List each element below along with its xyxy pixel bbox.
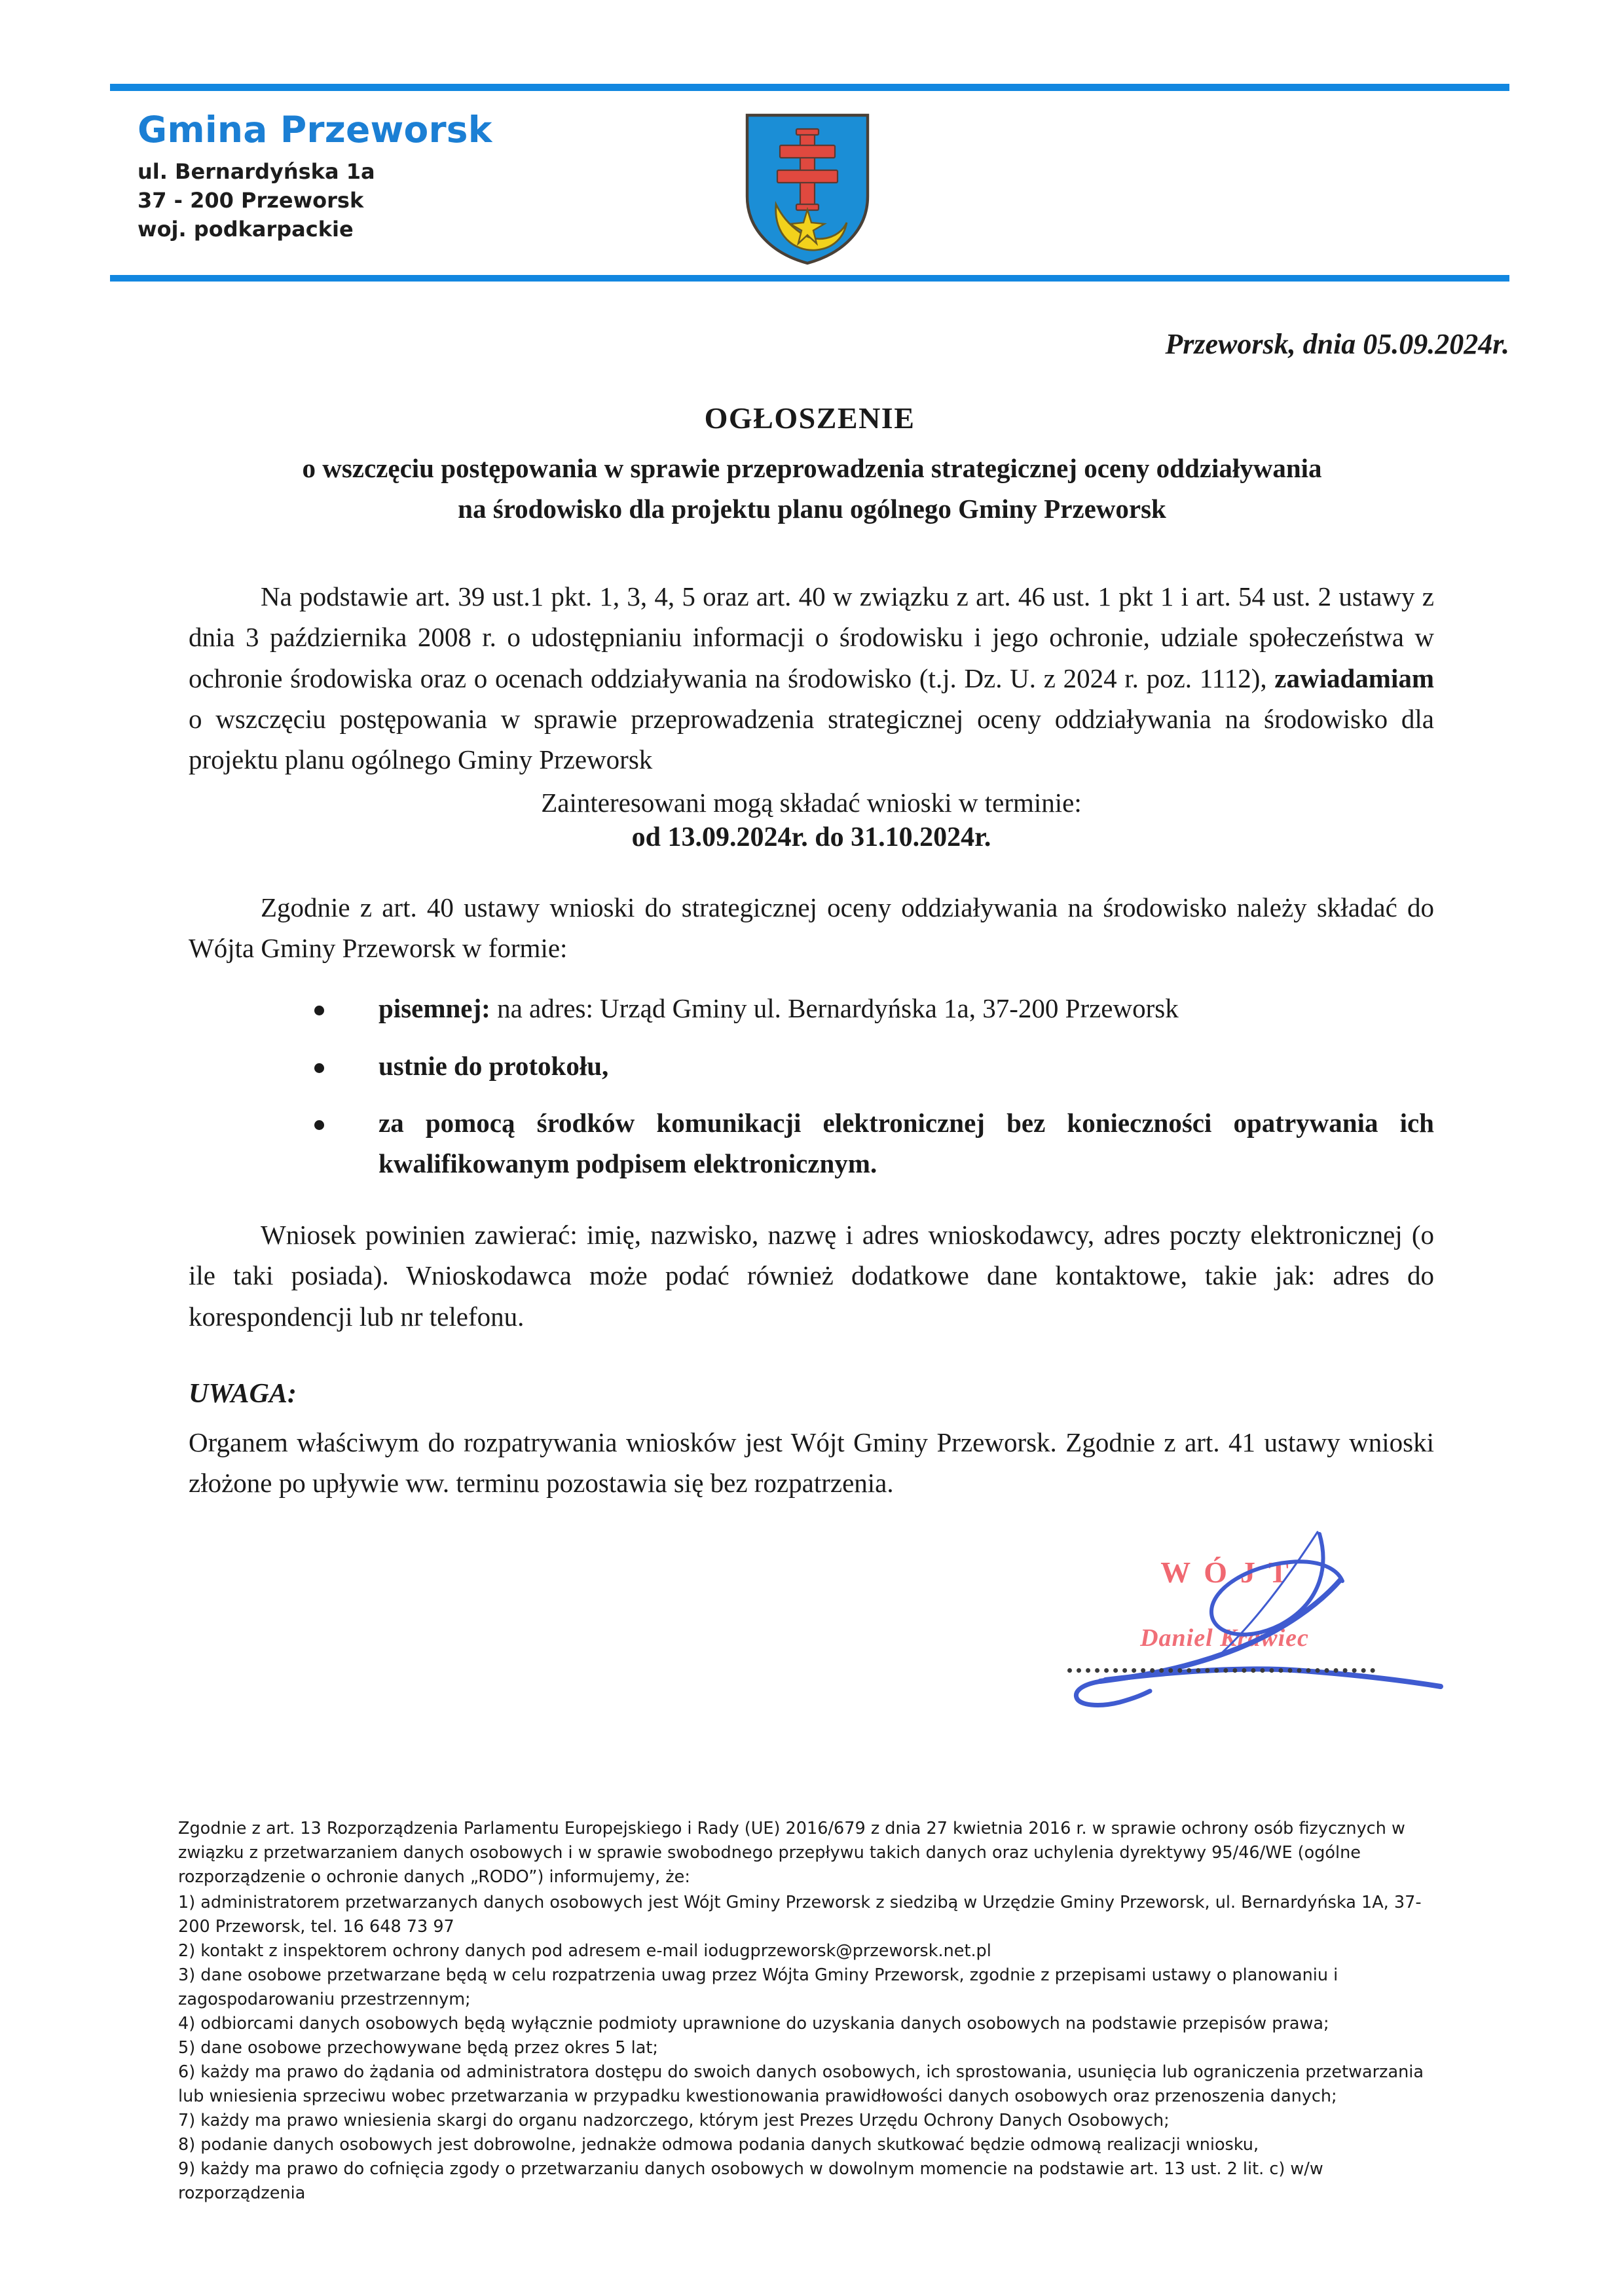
application-contents-paragraph: Wniosek powinien zawierać: imię, nazwisko, nazwę i adres wnioskodawcy, adres poczty elektronicznej (o ile taki posiada). Wnioskodawca może podać również dodatkowe dane kontaktowe, takie jak: adres do korespondencji lub nr telefonu. bbox=[189, 1220, 1434, 1332]
list-item-bold: ustnie do protokołu, bbox=[378, 1050, 609, 1081]
page-title: OGŁOSZENIE bbox=[704, 401, 915, 435]
list-item-rest: na adres: Urząd Gminy ul. Bernardyńska 1a, 37-200 Przeworsk bbox=[490, 993, 1179, 1023]
subtitle-line-1: o wszczęciu postępowania w sprawie przeprowadzenia strategicznej oceny oddziaływania bbox=[302, 453, 1322, 483]
address-line-street: ul. Bernardyńska 1a bbox=[138, 158, 375, 184]
coat-of-arms-icon bbox=[742, 110, 873, 267]
rodo-item: 4) odbiorcami danych osobowych będą wyłącznie podmioty uprawnione do uzyskania danych osobowych na podstawie przepisów prawa; bbox=[178, 2013, 1329, 2033]
stamp-name: Daniel Krawiec bbox=[1140, 1624, 1309, 1652]
subtitle-line-2: na środowisko dla projektu planu ogólnego Gminy Przeworsk bbox=[458, 493, 1166, 524]
list-item bbox=[308, 1046, 1434, 1087]
notice-paragraph: Organem właściwym do rozpatrywania wniosków jest Wójt Gminy Przeworsk. Zgodnie z art. 41 ustawy wnioski złożone po upływie ww. terminu pozostawia się bez rozpatrzenia. bbox=[189, 1427, 1434, 1499]
deadline-dates: od 13.09.2024r. do 31.10.2024r. bbox=[631, 822, 991, 852]
organization-address bbox=[138, 157, 792, 244]
rodo-item: 7) każdy ma prawo wniesienia skargi do organu nadzorczego, którym jest Prezes Urzędu Ochrony Danych Osobowych; bbox=[178, 2110, 1170, 2130]
legal-basis-paragraph bbox=[189, 576, 1434, 780]
list-item-bold: za pomocą środków komunikacji elektronicznej bez konieczności opatrywania ich kwalifikowanym podpisem elektronicznym. bbox=[378, 1108, 1434, 1178]
stamp-title: WÓJT bbox=[1160, 1556, 1302, 1589]
header-rule-top bbox=[110, 84, 1509, 91]
page-subtitle bbox=[196, 448, 1428, 529]
legal-basis-pre: Na podstawie art. 39 ust.1 pkt. 1, 3, 4, 5 oraz art. 40 w związku z art. 46 ust. 1 pkt 1 i art. 54 ust. 2 ustawy z dnia 3 października 2008 r. o udostępnianiu informacji o środowisku i jego ochronie, udziale społeczeństwa w ochronie środowiska oraz o ocenach oddziaływania na środowisko (t.j. Dz. U. z 2024 r. poz. 1112), bbox=[189, 581, 1434, 693]
rodo-item: 6) każdy ma prawo do żądania od administratora dostępu do swoich danych osobowych, ich sprostowania, usunięcia lub ograniczenia przetwarzania lub wniesienia sprzeciwu wobec przetwarzania w przypadku kwestionowania prawidłowości danych osobowych oraz przenoszenia danych; bbox=[178, 2062, 1424, 2106]
rodo-item: 5) dane osobowe przechowywane będą przez okres 5 lat; bbox=[178, 2037, 658, 2058]
list-item-bold: pisemnej: bbox=[378, 993, 490, 1023]
signature-area bbox=[1022, 1506, 1467, 1715]
submission-intro-paragraph: Zgodnie z art. 40 ustawy wnioski do strategicznej oceny oddziaływania na środowisko należy składać do Wójta Gminy Przeworsk w formie: bbox=[189, 892, 1434, 964]
organization-name: Gmina Przeworsk bbox=[138, 109, 492, 151]
address-line-voivodeship: woj. podkarpackie bbox=[138, 217, 354, 242]
header-rule-bottom bbox=[110, 275, 1509, 282]
legal-basis-keyword: zawiadamiam bbox=[1274, 663, 1434, 693]
address-line-city: 37 - 200 Przeworsk bbox=[138, 187, 364, 213]
list-item bbox=[308, 989, 1434, 1029]
rodo-notice bbox=[178, 1817, 1442, 2206]
list-item bbox=[308, 1103, 1434, 1184]
rodo-item: 3) dane osobowe przetwarzane będą w celu rozpatrzenia uwag przez Wójta Gminy Przeworsk, zgodnie z przepisami ustawy o planowaniu i zagospodarowaniu przestrzennym; bbox=[178, 1965, 1338, 2009]
rodo-item: 9) każdy ma prawo do cofnięcia zgody o przetwarzaniu danych osobowych w dowolnym momencie na podstawie art. 13 ust. 2 lit. c) w/w rozporządzenia bbox=[178, 2159, 1323, 2203]
rodo-lead: Zgodnie z art. 13 Rozporządzenia Parlamentu Europejskiego i Rady (UE) 2016/679 z dnia 27 kwietnia 2016 r. w sprawie ochrony osób fizycznych w związku z przetwarzaniem danych osobowych i w sprawie swobodnego przepływu takich danych oraz uchylenia dyrektywy 95/46/WE (ogólne rozporządzenie o ochronie danych „RODO”) informujemy, że: bbox=[178, 1819, 1405, 1887]
rodo-item: 2) kontakt z inspektorem ochrony danych pod adresem e-mail iodugprzeworsk@przeworsk.net.pl bbox=[178, 1941, 991, 1961]
date-line: Przeworsk, dnia 05.09.2024r. bbox=[1165, 328, 1509, 360]
rodo-item: 1) administratorem przetwarzanych danych osobowych jest Wójt Gminy Przeworsk z siedzibą w Urzędzie Gminy Przeworsk, ul. Bernardyńska 1A, 37-200 Przeworsk, tel. 16 648 73 97 bbox=[178, 1892, 1422, 1937]
handwritten-signature bbox=[1022, 1506, 1467, 1715]
rodo-item: 8) podanie danych osobowych jest dobrowolne, jednakże odmowa podania danych skutkować będzie odmową realizacji wniosku, bbox=[178, 2134, 1259, 2155]
legal-basis-post: o wszczęciu postępowania w sprawie przeprowadzenia strategicznej oceny oddziaływania na środowisko dla projektu planu ogólnego Gminy Przeworsk bbox=[189, 703, 1434, 775]
letterhead bbox=[138, 111, 792, 244]
submission-methods-list bbox=[308, 989, 1434, 1184]
signature-dotted-line bbox=[1067, 1668, 1375, 1673]
deadline-intro: Zainteresowani mogą składać wnioski w terminie: bbox=[541, 788, 1082, 818]
notice-heading: UWAGA: bbox=[189, 1379, 297, 1409]
